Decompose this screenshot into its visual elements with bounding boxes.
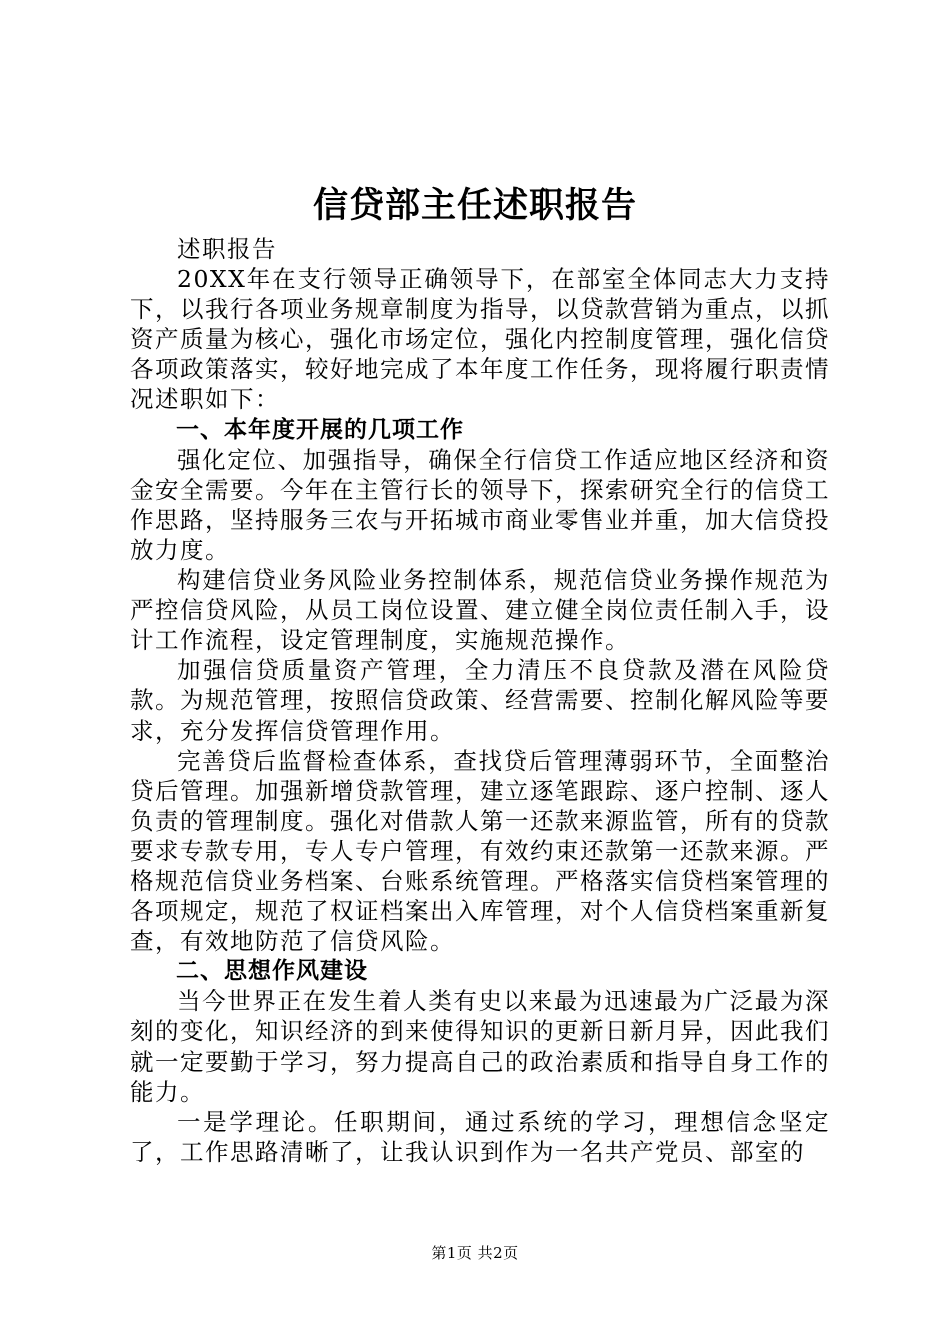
paragraph: 一是学理论。任职期间，通过系统的学习，理想信念坚定了，工作思路清晰了，让我认识到作为一名共产党员、部室的	[130, 1107, 830, 1166]
page-footer: 第1页 共2页	[431, 1244, 519, 1262]
document-body	[130, 234, 830, 1167]
section-heading-2: 二、思想作风建设	[176, 958, 368, 985]
paragraph: 当今世界正在发生着人类有史以来最为迅速最为广泛最为深刻的变化，知识经济的到来使得知识的更新日新月异，因此我们就一定要勤于学习，努力提高自己的政治素质和指导自身工作的能力。	[130, 987, 830, 1106]
document-title: 信贷部主任述职报告	[312, 186, 637, 226]
paragraph: 构建信贷业务风险业务控制体系，规范信贷业务操作规范为严控信贷风险，从员工岗位设置、建立健全岗位责任制入手，设计工作流程，设定管理制度，实施规范操作。	[130, 566, 830, 655]
paragraph-salutation: 述职报告	[177, 235, 277, 263]
paragraph: 完善贷后监督检查体系，查找贷后管理薄弱环节，全面整治贷后管理。加强新增贷款管理，建立逐笔跟踪、逐户控制、逐人负责的管理制度。强化对借款人第一还款来源监管，所有的贷款要求专款专用，专人专户管理，有效约束还款第一还款来源。严格规范信贷业务档案、台账系统管理。严格落实信贷档案管理的各项规定，规范了权证档案出入库管理，对个人信贷档案重新复查，有效地防范了信贷风险。	[130, 746, 830, 956]
paragraph: 加强信贷质量资产管理，全力清压不良贷款及潜在风险贷款。为规范管理，按照信贷政策、经营需要、控制化解风险等要求，充分发挥信贷管理作用。	[130, 656, 830, 745]
section-heading-1: 一、本年度开展的几项工作	[176, 416, 464, 443]
paragraph: 强化定位、加强指导，确保全行信贷工作适应地区经济和资金安全需要。今年在主管行长的领导下，探索研究全行的信贷工作思路，坚持服务三农与开拓城市商业零售业并重，加大信贷投放力度。	[130, 445, 830, 564]
paragraph-intro: 20XX年在支行领导正确领导下，在部室全体同志大力支持下，以我行各项业务规章制度为指导，以贷款营销为重点，以抓资产质量为核心，强化市场定位，强化内控制度管理，强化信贷各项政策落实，较好地完成了本年度工作任务，现将履行职责情况述职如下：	[130, 265, 830, 414]
